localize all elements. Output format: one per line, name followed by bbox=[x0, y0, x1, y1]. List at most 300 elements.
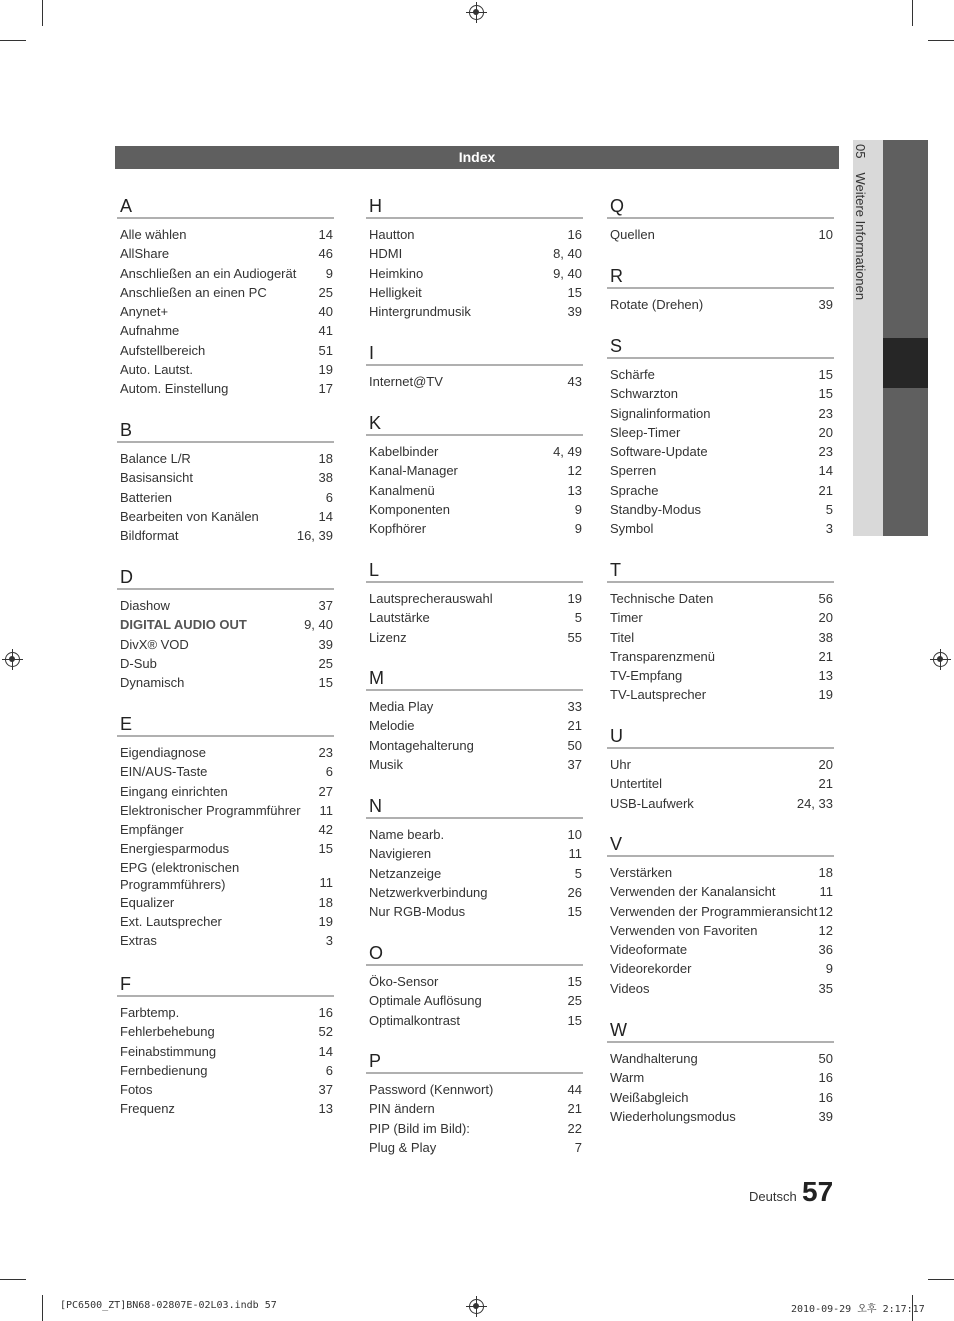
entry-page-numbers: 18 bbox=[318, 451, 333, 466]
entry-page-numbers: 39 bbox=[567, 304, 582, 320]
index-entry bbox=[607, 921, 834, 940]
entry-page-numbers: 23 bbox=[818, 405, 833, 421]
entry-page-numbers: 15 bbox=[318, 841, 333, 857]
entry-list bbox=[117, 737, 334, 951]
entry-term: Media Play bbox=[369, 699, 434, 714]
entry-term: Internet@TV bbox=[369, 374, 443, 389]
index-entry bbox=[607, 794, 834, 813]
entry-page-numbers: 15 bbox=[818, 386, 833, 402]
entry-term: DivX® VOD bbox=[120, 636, 189, 652]
entry-term: D-Sub bbox=[120, 655, 157, 671]
index-entry bbox=[607, 755, 834, 774]
entry-term: Empfänger bbox=[120, 822, 184, 838]
entry-term: Schärfe bbox=[610, 367, 655, 382]
index-entry bbox=[366, 372, 583, 391]
index-entry bbox=[117, 820, 334, 839]
entry-term: Alle wählen bbox=[120, 227, 187, 242]
section-letter: A bbox=[117, 196, 334, 219]
entry-page-numbers: 16 bbox=[567, 227, 582, 242]
index-entry bbox=[607, 1068, 834, 1087]
entry-page-numbers: 13 bbox=[567, 482, 582, 498]
index-entry bbox=[366, 991, 583, 1010]
entry-term: AllShare bbox=[120, 246, 170, 262]
index-entry bbox=[366, 1119, 583, 1138]
index-entry bbox=[607, 979, 834, 998]
print-file-info: [PC6500_ZT]BN68-02807E-02L03.indb 57 bbox=[60, 1300, 277, 1311]
entry-page-numbers: 20 bbox=[818, 757, 833, 772]
entry-term: Autom. Einstellung bbox=[120, 381, 229, 397]
entry-list bbox=[366, 1074, 583, 1157]
index-entry bbox=[117, 360, 334, 379]
index-entry bbox=[366, 972, 583, 991]
index-entry bbox=[117, 743, 334, 762]
index-entry bbox=[117, 654, 334, 673]
entry-term: Verwenden von Favoriten bbox=[610, 922, 758, 938]
index-entry bbox=[607, 882, 834, 901]
index-entry bbox=[117, 762, 334, 781]
entry-term: DIGITAL AUDIO OUT bbox=[120, 617, 247, 633]
index-entry bbox=[366, 302, 583, 321]
entry-page-numbers: 15 bbox=[567, 904, 582, 920]
index-entry bbox=[607, 442, 834, 461]
entry-term: Nur RGB-Modus bbox=[369, 904, 466, 920]
entry-term: Optimale Auflösung bbox=[369, 993, 482, 1009]
section-letter: B bbox=[117, 420, 334, 443]
entry-page-numbers: 7 bbox=[574, 1139, 582, 1155]
entry-page-numbers: 51 bbox=[318, 342, 333, 358]
entry-term: Elektronischer Programmführer bbox=[120, 802, 301, 818]
crop-mark bbox=[0, 1279, 26, 1280]
entry-term: Untertitel bbox=[610, 776, 663, 792]
index-section-l bbox=[366, 560, 583, 647]
entry-list bbox=[607, 583, 834, 705]
entry-page-numbers: 19 bbox=[567, 591, 582, 606]
entry-page-numbers: 8, 40 bbox=[553, 246, 582, 262]
entry-list bbox=[117, 219, 334, 399]
section-letter: I bbox=[366, 343, 583, 366]
index-entry bbox=[117, 264, 334, 283]
index-entry bbox=[607, 1107, 834, 1126]
index-section-b bbox=[117, 420, 334, 545]
entry-page-numbers: 20 bbox=[818, 610, 833, 626]
index-entry bbox=[607, 940, 834, 959]
entry-page-numbers: 39 bbox=[318, 636, 333, 652]
entry-term: Kanalmenü bbox=[369, 482, 435, 498]
index-entry bbox=[117, 379, 334, 398]
entry-page-numbers: 5 bbox=[574, 865, 582, 881]
index-section-d bbox=[117, 567, 334, 692]
index-entry bbox=[607, 384, 834, 403]
entry-term: Standby-Modus bbox=[610, 502, 702, 518]
page-number: 57 bbox=[802, 1176, 834, 1207]
index-section-o bbox=[366, 943, 583, 1030]
index-section-u bbox=[607, 726, 834, 813]
index-entry bbox=[117, 801, 334, 820]
entry-page-numbers: 11 bbox=[319, 875, 333, 891]
index-entry bbox=[117, 782, 334, 801]
index-section-n bbox=[366, 796, 583, 921]
index-entry bbox=[117, 449, 334, 468]
index-entry bbox=[117, 1022, 334, 1041]
entry-page-numbers: 14 bbox=[818, 463, 833, 479]
entry-term: Lizenz bbox=[369, 629, 407, 645]
entry-page-numbers: 52 bbox=[318, 1024, 333, 1040]
entry-page-numbers: 6 bbox=[325, 1062, 333, 1078]
index-entry bbox=[366, 608, 583, 627]
entry-term: Wiederholungsmodus bbox=[610, 1108, 736, 1124]
entry-page-numbers: 37 bbox=[567, 756, 582, 772]
entry-page-numbers: 24, 33 bbox=[796, 795, 833, 811]
entry-page-numbers: 12 bbox=[818, 903, 833, 919]
entry-page-numbers: 27 bbox=[318, 783, 333, 799]
entry-page-numbers: 3 bbox=[825, 521, 833, 537]
entry-page-numbers: 18 bbox=[318, 894, 333, 910]
entry-page-numbers: 21 bbox=[567, 718, 582, 734]
crop-mark bbox=[42, 1295, 43, 1321]
entry-term: Videorekorder bbox=[610, 961, 692, 977]
entry-page-numbers: 20 bbox=[818, 424, 833, 440]
index-entry bbox=[366, 736, 583, 755]
index-entry bbox=[366, 500, 583, 519]
entry-page-numbers: 56 bbox=[818, 591, 833, 606]
side-tab-label bbox=[853, 144, 868, 300]
index-entry bbox=[117, 931, 334, 950]
entry-term: Equalizer bbox=[120, 894, 175, 910]
entry-page-numbers: 13 bbox=[318, 1101, 333, 1117]
page-title: Index bbox=[115, 146, 839, 169]
entry-term: Montagehalterung bbox=[369, 737, 474, 753]
section-letter: K bbox=[366, 413, 583, 436]
index-entry bbox=[366, 902, 583, 921]
entry-page-numbers: 15 bbox=[318, 675, 333, 691]
entry-page-numbers: 46 bbox=[318, 246, 333, 262]
print-date-info: 2010-09-29 오후 2:17:17 bbox=[791, 1304, 925, 1315]
entry-page-numbers: 19 bbox=[818, 687, 833, 703]
registration-mark-icon bbox=[5, 652, 20, 667]
index-entry bbox=[607, 404, 834, 423]
section-letter: S bbox=[607, 336, 834, 359]
entry-page-numbers: 39 bbox=[818, 297, 833, 312]
index-entry bbox=[607, 225, 834, 244]
index-entry bbox=[117, 859, 334, 893]
entry-page-numbers: 21 bbox=[818, 648, 833, 664]
index-entry bbox=[117, 1061, 334, 1080]
entry-list bbox=[607, 219, 834, 244]
section-letter: P bbox=[366, 1051, 583, 1074]
entry-page-numbers: 25 bbox=[318, 284, 333, 300]
crop-mark bbox=[0, 40, 26, 41]
entry-term: EPG (elektronischen Programmführers) bbox=[120, 859, 240, 892]
entry-term: Helligkeit bbox=[369, 284, 422, 300]
index-entry bbox=[607, 774, 834, 793]
entry-page-numbers: 21 bbox=[818, 482, 833, 498]
entry-page-numbers: 18 bbox=[818, 865, 833, 880]
entry-term: Titel bbox=[610, 629, 635, 645]
entry-term: Farbtemp. bbox=[120, 1005, 180, 1020]
index-section-t bbox=[607, 560, 834, 705]
index-section-p bbox=[366, 1051, 583, 1157]
index-section-m bbox=[366, 668, 583, 774]
entry-term: Sperren bbox=[610, 463, 657, 479]
entry-page-numbers: 21 bbox=[818, 776, 833, 792]
entry-page-numbers: 43 bbox=[567, 374, 582, 389]
index-entry bbox=[117, 839, 334, 858]
entry-page-numbers: 44 bbox=[567, 1082, 582, 1097]
entry-list bbox=[366, 691, 583, 774]
index-section-a bbox=[117, 196, 334, 399]
section-letter: N bbox=[366, 796, 583, 819]
entry-page-numbers: 37 bbox=[318, 598, 333, 613]
entry-term: Videoformate bbox=[610, 942, 688, 958]
entry-term: Signalinformation bbox=[610, 405, 711, 421]
index-section-w bbox=[607, 1020, 834, 1126]
entry-term: Balance L/R bbox=[120, 451, 191, 466]
entry-term: Rotate (Drehen) bbox=[610, 297, 704, 312]
entry-term: Videos bbox=[610, 980, 650, 996]
index-entry bbox=[117, 321, 334, 340]
entry-term: Ext. Lautsprecher bbox=[120, 914, 222, 930]
index-entry bbox=[607, 1049, 834, 1068]
entry-term: Extras bbox=[120, 933, 157, 949]
entry-page-numbers: 42 bbox=[318, 822, 333, 838]
entry-term: Lautsprecherauswahl bbox=[369, 591, 493, 606]
registration-mark-icon bbox=[469, 5, 484, 20]
section-letter: W bbox=[607, 1020, 834, 1043]
entry-term: Quellen bbox=[610, 227, 655, 242]
entry-page-numbers: 33 bbox=[567, 699, 582, 714]
entry-page-numbers: 3 bbox=[325, 933, 333, 949]
index-entry bbox=[117, 341, 334, 360]
index-entry bbox=[366, 1080, 583, 1099]
entry-list bbox=[117, 443, 334, 545]
side-tab-marker bbox=[883, 338, 928, 388]
registration-mark-icon bbox=[469, 1299, 484, 1314]
section-letter: E bbox=[117, 714, 334, 737]
entry-list bbox=[607, 359, 834, 539]
section-letter: T bbox=[607, 560, 834, 583]
entry-term: Schwarzton bbox=[610, 386, 678, 402]
entry-term: Anynet+ bbox=[120, 304, 169, 320]
section-letter: M bbox=[366, 668, 583, 691]
entry-term: Verwenden der Programmieransicht bbox=[610, 903, 818, 919]
entry-term: TV-Empfang bbox=[610, 668, 683, 684]
index-section-i bbox=[366, 343, 583, 391]
index-entry bbox=[117, 912, 334, 931]
entry-list bbox=[366, 819, 583, 921]
entry-list bbox=[117, 997, 334, 1119]
entry-page-numbers: 11 bbox=[319, 802, 333, 818]
entry-term: Hintergrundmusik bbox=[369, 304, 471, 320]
entry-page-numbers: 10 bbox=[567, 827, 582, 842]
chapter-title: Weitere Informationen bbox=[853, 172, 868, 301]
index-entry bbox=[366, 589, 583, 608]
entry-term: Fernbedienung bbox=[120, 1062, 208, 1078]
index-entry bbox=[607, 902, 834, 921]
entry-page-numbers: 19 bbox=[318, 914, 333, 930]
entry-term: Hautton bbox=[369, 227, 415, 242]
entry-term: Bearbeiten von Kanälen bbox=[120, 508, 259, 524]
index-entry bbox=[117, 1003, 334, 1022]
entry-term: Melodie bbox=[369, 718, 415, 734]
entry-page-numbers: 16 bbox=[318, 1005, 333, 1020]
index-entry bbox=[117, 1042, 334, 1061]
section-letter: Q bbox=[607, 196, 834, 219]
index-entry bbox=[117, 302, 334, 321]
section-letter: H bbox=[366, 196, 583, 219]
entry-page-numbers: 5 bbox=[574, 610, 582, 626]
entry-page-numbers: 21 bbox=[567, 1101, 582, 1117]
section-letter: U bbox=[607, 726, 834, 749]
index-entry bbox=[607, 863, 834, 882]
entry-term: Weißabgleich bbox=[610, 1089, 689, 1105]
entry-page-numbers: 16, 39 bbox=[296, 528, 333, 544]
entry-page-numbers: 9 bbox=[825, 961, 833, 977]
index-entry bbox=[607, 365, 834, 384]
entry-list bbox=[607, 749, 834, 813]
index-section-s bbox=[607, 336, 834, 539]
index-section-e bbox=[117, 714, 334, 951]
index-entry bbox=[366, 825, 583, 844]
crop-mark bbox=[42, 0, 43, 26]
entry-page-numbers: 12 bbox=[818, 922, 833, 938]
index-entry bbox=[366, 519, 583, 538]
entry-term: Frequenz bbox=[120, 1101, 175, 1117]
entry-term: Optimalkontrast bbox=[369, 1012, 461, 1028]
index-section-h bbox=[366, 196, 583, 321]
entry-term: Netzanzeige bbox=[369, 865, 442, 881]
entry-term: Name bearb. bbox=[369, 827, 445, 842]
entry-page-numbers: 37 bbox=[318, 1082, 333, 1098]
entry-page-numbers: 40 bbox=[318, 304, 333, 320]
crop-mark bbox=[928, 40, 954, 41]
index-entry bbox=[366, 481, 583, 500]
section-letter: V bbox=[607, 834, 834, 857]
entry-page-numbers: 14 bbox=[318, 227, 333, 242]
index-entry bbox=[366, 283, 583, 302]
entry-term: Anschließen an ein Audiogerät bbox=[120, 265, 297, 281]
entry-term: Kabelbinder bbox=[369, 444, 439, 459]
index-entry bbox=[117, 507, 334, 526]
chapter-number: 05 bbox=[853, 144, 868, 159]
entry-page-numbers: 10 bbox=[818, 227, 833, 242]
entry-page-numbers: 22 bbox=[567, 1120, 582, 1136]
index-entry bbox=[607, 608, 834, 627]
index-entry bbox=[366, 697, 583, 716]
entry-page-numbers: 14 bbox=[318, 508, 333, 524]
entry-page-numbers: 4, 49 bbox=[553, 444, 582, 459]
entry-term: HDMI bbox=[369, 246, 403, 262]
entry-page-numbers: 50 bbox=[818, 1051, 833, 1066]
entry-term: Basisansicht bbox=[120, 470, 193, 486]
entry-page-numbers: 38 bbox=[318, 470, 333, 486]
index-entry bbox=[366, 864, 583, 883]
section-letter: L bbox=[366, 560, 583, 583]
entry-page-numbers: 13 bbox=[818, 668, 833, 684]
entry-term: Fehlerbehebung bbox=[120, 1024, 215, 1040]
entry-term: Öko-Sensor bbox=[369, 974, 439, 989]
index-entry bbox=[607, 628, 834, 647]
entry-term: Diashow bbox=[120, 598, 170, 613]
index-entry bbox=[366, 1099, 583, 1118]
entry-list bbox=[366, 366, 583, 391]
entry-page-numbers: 11 bbox=[568, 846, 582, 862]
entry-page-numbers: 6 bbox=[325, 489, 333, 505]
index-entry bbox=[366, 755, 583, 774]
index-entry bbox=[607, 1088, 834, 1107]
entry-term: Timer bbox=[610, 610, 643, 626]
index-entry bbox=[607, 519, 834, 538]
entry-term: PIP (Bild im Bild): bbox=[369, 1120, 470, 1136]
entry-term: Komponenten bbox=[369, 501, 450, 517]
entry-term: Navigieren bbox=[369, 846, 432, 862]
section-letter: O bbox=[366, 943, 583, 966]
entry-term: Transparenzmenü bbox=[610, 648, 716, 664]
entry-page-numbers: 9 bbox=[574, 521, 582, 537]
entry-page-numbers: 23 bbox=[818, 444, 833, 460]
entry-page-numbers: 9, 40 bbox=[553, 265, 582, 281]
entry-page-numbers: 38 bbox=[818, 629, 833, 645]
index-entry bbox=[117, 596, 334, 615]
entry-page-numbers: 9, 40 bbox=[304, 617, 333, 633]
entry-page-numbers: 16 bbox=[818, 1089, 833, 1105]
entry-term: USB-Laufwerk bbox=[610, 795, 694, 811]
entry-list bbox=[117, 590, 334, 692]
index-entry bbox=[607, 589, 834, 608]
index-entry bbox=[366, 442, 583, 461]
entry-page-numbers: 5 bbox=[825, 502, 833, 518]
index-section-k bbox=[366, 413, 583, 538]
entry-page-numbers: 25 bbox=[318, 655, 333, 671]
entry-page-numbers: 15 bbox=[567, 1012, 582, 1028]
entry-term: Anschließen an einen PC bbox=[120, 284, 267, 300]
index-entry bbox=[607, 666, 834, 685]
entry-term: Plug & Play bbox=[369, 1139, 437, 1155]
entry-page-numbers: 26 bbox=[567, 884, 582, 900]
entry-term: Software-Update bbox=[610, 444, 708, 460]
entry-term: Bildformat bbox=[120, 528, 179, 544]
entry-term: Sleep-Timer bbox=[610, 424, 681, 440]
entry-term: Eigendiagnose bbox=[120, 745, 207, 760]
index-entry bbox=[117, 615, 334, 634]
entry-term: EIN/AUS-Taste bbox=[120, 764, 208, 780]
entry-term: Wandhalterung bbox=[610, 1051, 698, 1066]
entry-term: Musik bbox=[369, 756, 403, 772]
entry-page-numbers: 36 bbox=[818, 942, 833, 958]
index-section-f bbox=[117, 974, 334, 1119]
index-section-r bbox=[607, 266, 834, 314]
entry-term: Eingang einrichten bbox=[120, 783, 228, 799]
entry-term: Energiesparmodus bbox=[120, 841, 230, 857]
index-entry bbox=[366, 716, 583, 735]
entry-term: Lautstärke bbox=[369, 610, 430, 626]
crop-mark bbox=[928, 1279, 954, 1280]
entry-term: Feinabstimmung bbox=[120, 1043, 217, 1059]
section-letter: F bbox=[117, 974, 334, 997]
index-entry bbox=[607, 500, 834, 519]
index-entry bbox=[117, 468, 334, 487]
index-entry bbox=[117, 225, 334, 244]
entry-list bbox=[366, 966, 583, 1030]
entry-term: Fotos bbox=[120, 1082, 153, 1098]
index-entry bbox=[607, 461, 834, 480]
page-language: Deutsch bbox=[749, 1189, 797, 1204]
entry-page-numbers: 9 bbox=[325, 265, 333, 281]
index-entry bbox=[117, 1099, 334, 1118]
entry-term: Symbol bbox=[610, 521, 654, 537]
entry-page-numbers: 41 bbox=[318, 323, 333, 339]
section-letter: R bbox=[607, 266, 834, 289]
entry-page-numbers: 19 bbox=[318, 362, 333, 378]
